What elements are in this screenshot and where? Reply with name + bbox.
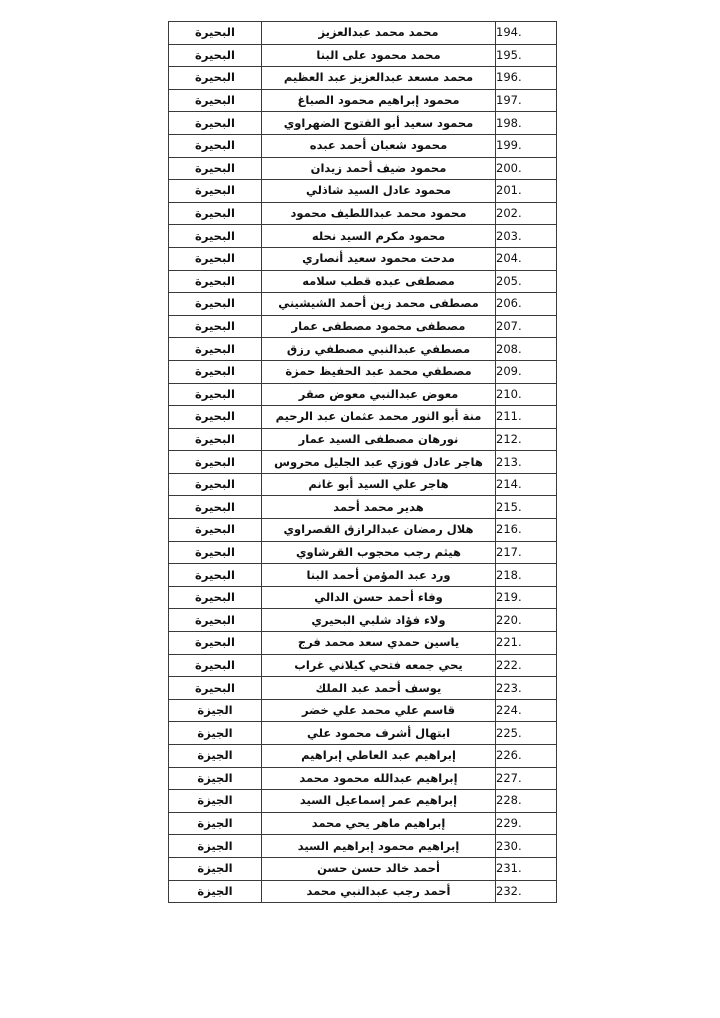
row-number-cell: 218. xyxy=(496,564,557,587)
name-cell: هيثم رجب محجوب القرشاوي xyxy=(262,541,496,564)
row-number-cell: 231. xyxy=(496,857,557,880)
name-cell: هلال رمضان عبدالرازق القصراوي xyxy=(262,519,496,542)
governorate-cell: البحيرة xyxy=(169,67,262,90)
row-number-cell: 201. xyxy=(496,180,557,203)
table-row xyxy=(169,496,557,519)
row-number-cell: 203. xyxy=(496,225,557,248)
table-row xyxy=(169,428,557,451)
table-row xyxy=(169,722,557,745)
row-number-cell: 222. xyxy=(496,654,557,677)
table-row xyxy=(169,586,557,609)
row-number-cell: 197. xyxy=(496,89,557,112)
table-row xyxy=(169,22,557,45)
governorate-cell: البحيرة xyxy=(169,180,262,203)
table-row xyxy=(169,677,557,700)
name-cell: ابتهال أشرف محمود علي xyxy=(262,722,496,745)
table-row xyxy=(169,812,557,835)
row-number-cell: 219. xyxy=(496,586,557,609)
name-cell: محمود ضيف أحمد زيدان xyxy=(262,157,496,180)
table-row xyxy=(169,89,557,112)
governorate-cell: البحيرة xyxy=(169,428,262,451)
row-number-cell: 208. xyxy=(496,338,557,361)
table-row xyxy=(169,609,557,632)
table-row xyxy=(169,157,557,180)
row-number-cell: 224. xyxy=(496,699,557,722)
name-cell: محمود محمد عبداللطيف محمود xyxy=(262,202,496,225)
name-cell: قاسم علي محمد علي خضر xyxy=(262,699,496,722)
name-cell: محمود شعبان أحمد عبده xyxy=(262,134,496,157)
table-row xyxy=(169,451,557,474)
table-row xyxy=(169,134,557,157)
name-cell: إبراهيم محمود إبراهيم السيد xyxy=(262,835,496,858)
name-cell: ولاء فؤاد شلبي البحيري xyxy=(262,609,496,632)
row-number-cell: 205. xyxy=(496,270,557,293)
row-number-cell: 210. xyxy=(496,383,557,406)
governorate-cell: البحيرة xyxy=(169,315,262,338)
name-cell: معوض عبدالنبي معوض صقر xyxy=(262,383,496,406)
row-number-cell: 230. xyxy=(496,835,557,858)
governorate-cell: الجيزة xyxy=(169,812,262,835)
row-number-cell: 212. xyxy=(496,428,557,451)
governorate-cell: الجيزة xyxy=(169,835,262,858)
row-number-cell: 194. xyxy=(496,22,557,45)
governorate-cell: البحيرة xyxy=(169,270,262,293)
table-row xyxy=(169,857,557,880)
governorate-cell: البحيرة xyxy=(169,677,262,700)
table-row xyxy=(169,383,557,406)
governorate-cell: البحيرة xyxy=(169,564,262,587)
table-row xyxy=(169,180,557,203)
table-row xyxy=(169,790,557,813)
governorate-cell: الجيزة xyxy=(169,857,262,880)
name-cell: محمد مسعد عبدالعزيز عبد العظيم xyxy=(262,67,496,90)
governorate-cell: البحيرة xyxy=(169,360,262,383)
governorate-cell: البحيرة xyxy=(169,338,262,361)
governorate-cell: البحيرة xyxy=(169,225,262,248)
governorate-cell: البحيرة xyxy=(169,202,262,225)
row-number-cell: 196. xyxy=(496,67,557,90)
name-cell: إبراهيم عبد العاطي إبراهيم xyxy=(262,745,496,768)
table-row xyxy=(169,699,557,722)
table-row xyxy=(169,632,557,655)
name-cell: أحمد رجب عبدالنبي محمد xyxy=(262,880,496,903)
row-number-cell: 221. xyxy=(496,632,557,655)
name-cell: وفاء أحمد حسن الدالي xyxy=(262,586,496,609)
name-cell: ياسين حمدي سعد محمد فرج xyxy=(262,632,496,655)
governorate-cell: البحيرة xyxy=(169,496,262,519)
governorate-cell: البحيرة xyxy=(169,406,262,429)
governorate-cell: الجيزة xyxy=(169,722,262,745)
table-row xyxy=(169,767,557,790)
table-row xyxy=(169,112,557,135)
row-number-cell: 215. xyxy=(496,496,557,519)
governorate-cell: البحيرة xyxy=(169,609,262,632)
governorate-cell: البحيرة xyxy=(169,247,262,270)
governorate-cell: البحيرة xyxy=(169,44,262,67)
table-row xyxy=(169,315,557,338)
governorate-cell: البحيرة xyxy=(169,473,262,496)
name-cell: ورد عبد المؤمن أحمد البنا xyxy=(262,564,496,587)
row-number-cell: 207. xyxy=(496,315,557,338)
row-number-cell: 204. xyxy=(496,247,557,270)
row-number-cell: 216. xyxy=(496,519,557,542)
row-number-cell: 198. xyxy=(496,112,557,135)
table-row xyxy=(169,67,557,90)
name-cell: إبراهيم عمر إسماعيل السيد xyxy=(262,790,496,813)
governorate-cell: الجيزة xyxy=(169,880,262,903)
table-row xyxy=(169,473,557,496)
row-number-cell: 195. xyxy=(496,44,557,67)
table-row xyxy=(169,880,557,903)
governorate-cell: البحيرة xyxy=(169,654,262,677)
name-cell: مصطفي محمد عبد الحفيظ حمزة xyxy=(262,360,496,383)
governorate-cell: البحيرة xyxy=(169,112,262,135)
table-row xyxy=(169,835,557,858)
governorate-cell: البحيرة xyxy=(169,89,262,112)
row-number-cell: 200. xyxy=(496,157,557,180)
table-row xyxy=(169,654,557,677)
row-number-cell: 199. xyxy=(496,134,557,157)
row-number-cell: 213. xyxy=(496,451,557,474)
name-cell: محمود سعيد أبو الفتوح الضهراوي xyxy=(262,112,496,135)
row-number-cell: 232. xyxy=(496,880,557,903)
table-row xyxy=(169,44,557,67)
table-row xyxy=(169,519,557,542)
name-cell: محمد محمود على البنا xyxy=(262,44,496,67)
governorate-cell: البحيرة xyxy=(169,157,262,180)
name-cell: هدير محمد أحمد xyxy=(262,496,496,519)
table-row xyxy=(169,406,557,429)
governorate-cell: البحيرة xyxy=(169,383,262,406)
name-cell: مصطفى محمود مصطفى عمار xyxy=(262,315,496,338)
governorate-cell: البحيرة xyxy=(169,22,262,45)
row-number-cell: 217. xyxy=(496,541,557,564)
governorate-cell: الجيزة xyxy=(169,699,262,722)
row-number-cell: 223. xyxy=(496,677,557,700)
row-number-cell: 226. xyxy=(496,745,557,768)
name-cell: أحمد خالد حسن حسن xyxy=(262,857,496,880)
table-row xyxy=(169,360,557,383)
names-table xyxy=(168,21,557,903)
name-cell: محمود مكرم السيد نحله xyxy=(262,225,496,248)
table-row xyxy=(169,293,557,316)
governorate-cell: البحيرة xyxy=(169,586,262,609)
governorate-cell: البحيرة xyxy=(169,541,262,564)
table-row xyxy=(169,247,557,270)
row-number-cell: 227. xyxy=(496,767,557,790)
row-number-cell: 225. xyxy=(496,722,557,745)
name-cell: محمود عادل السيد شاذلي xyxy=(262,180,496,203)
name-cell: مصطفى محمد زين أحمد الشيشيني xyxy=(262,293,496,316)
governorate-cell: البحيرة xyxy=(169,451,262,474)
name-cell: مصطفي عبدالنبي مصطفي رزق xyxy=(262,338,496,361)
name-cell: إبراهيم عبدالله محمود محمد xyxy=(262,767,496,790)
table-row xyxy=(169,564,557,587)
governorate-cell: البحيرة xyxy=(169,519,262,542)
name-cell: مصطفى عبده قطب سلامه xyxy=(262,270,496,293)
governorate-cell: الجيزة xyxy=(169,790,262,813)
name-cell: إبراهيم ماهر يحي محمد xyxy=(262,812,496,835)
names-table-body xyxy=(169,22,557,903)
name-cell: محمود إبراهيم محمود الصباغ xyxy=(262,89,496,112)
governorate-cell: البحيرة xyxy=(169,134,262,157)
row-number-cell: 202. xyxy=(496,202,557,225)
name-cell: منة أبو النور محمد عثمان عبد الرحيم xyxy=(262,406,496,429)
table-row xyxy=(169,225,557,248)
name-cell: هاجر علي السيد أبو غانم xyxy=(262,473,496,496)
table-row xyxy=(169,338,557,361)
name-cell: يحي جمعه فتحي كيلاني غراب xyxy=(262,654,496,677)
table-row xyxy=(169,270,557,293)
row-number-cell: 228. xyxy=(496,790,557,813)
table-row xyxy=(169,541,557,564)
row-number-cell: 206. xyxy=(496,293,557,316)
name-cell: هاجر عادل فوزي عبد الجليل محروس xyxy=(262,451,496,474)
row-number-cell: 214. xyxy=(496,473,557,496)
name-cell: مدحت محمود سعيد أنصاري xyxy=(262,247,496,270)
table-row xyxy=(169,202,557,225)
name-cell: محمد محمد عبدالعزيز xyxy=(262,22,496,45)
governorate-cell: الجيزة xyxy=(169,745,262,768)
governorate-cell: البحيرة xyxy=(169,632,262,655)
governorate-cell: الجيزة xyxy=(169,767,262,790)
row-number-cell: 229. xyxy=(496,812,557,835)
row-number-cell: 220. xyxy=(496,609,557,632)
governorate-cell: البحيرة xyxy=(169,293,262,316)
name-cell: يوسف أحمد عبد الملك xyxy=(262,677,496,700)
table-row xyxy=(169,745,557,768)
name-cell: نورهان مصطفى السيد عمار xyxy=(262,428,496,451)
row-number-cell: 209. xyxy=(496,360,557,383)
row-number-cell: 211. xyxy=(496,406,557,429)
